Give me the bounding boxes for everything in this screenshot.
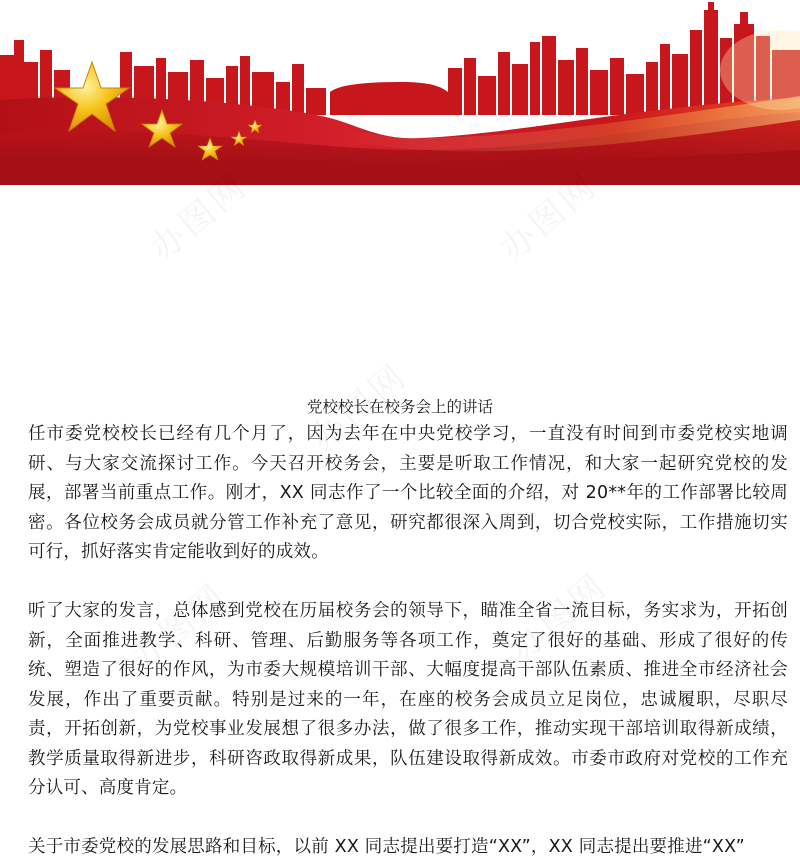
banner-graphic (0, 0, 800, 185)
paragraph: 听了大家的发言，总体感到党校在历届校务会的领导下，瞄准全省一流目标，务实求为，开拓创新，全面推进教学、科研、管理、后勤服务等各项工作，奠定了很好的基础、形成了很好的传统、塑造了很好的作风，为市委大规模培训干部、大幅度提高干部队伍素质、推进全市经济社会发展，作出了重要贡献。特别是过来的一年，在座的校务会成员立足岗位，忠诚履职，尽职尽责，开拓创新，为党校事业发展想了很多办法，做了很多工作，推动实现干部培训取得新成绩，教学质量取得新进步，科研咨政取得新成果，队伍建设取得新成效。市委市政府对党校的工作充分认可、高度肯定。 (28, 601, 788, 798)
document-title: 党校校长在校务会上的讲话 (306, 398, 493, 416)
document-body (28, 420, 788, 863)
paragraph: 任市委党校校长已经有几个月了，因为去年在中央党校学习，一直没有时间到市委党校实地调研、与大家交流探讨工作。今天召开校务会，主要是听取工作情况，和大家一起研究党校的发展，部署当前重点工作。刚才，XX 同志作了一个比较全面的介绍，对 20**年的工作部署比较周密。各位校务会成员就分管工作补充了意见，研究都很深入周到，切合党校实际，工作措施切实可行，抓好落实肯定能收到好的成效。 (28, 424, 788, 562)
paragraph: 关于市委党校的发展思路和目标，以前 XX 同志提出要打造“XX”，XX 同志提出要推进“XX” (28, 837, 745, 857)
header-banner (0, 0, 800, 185)
